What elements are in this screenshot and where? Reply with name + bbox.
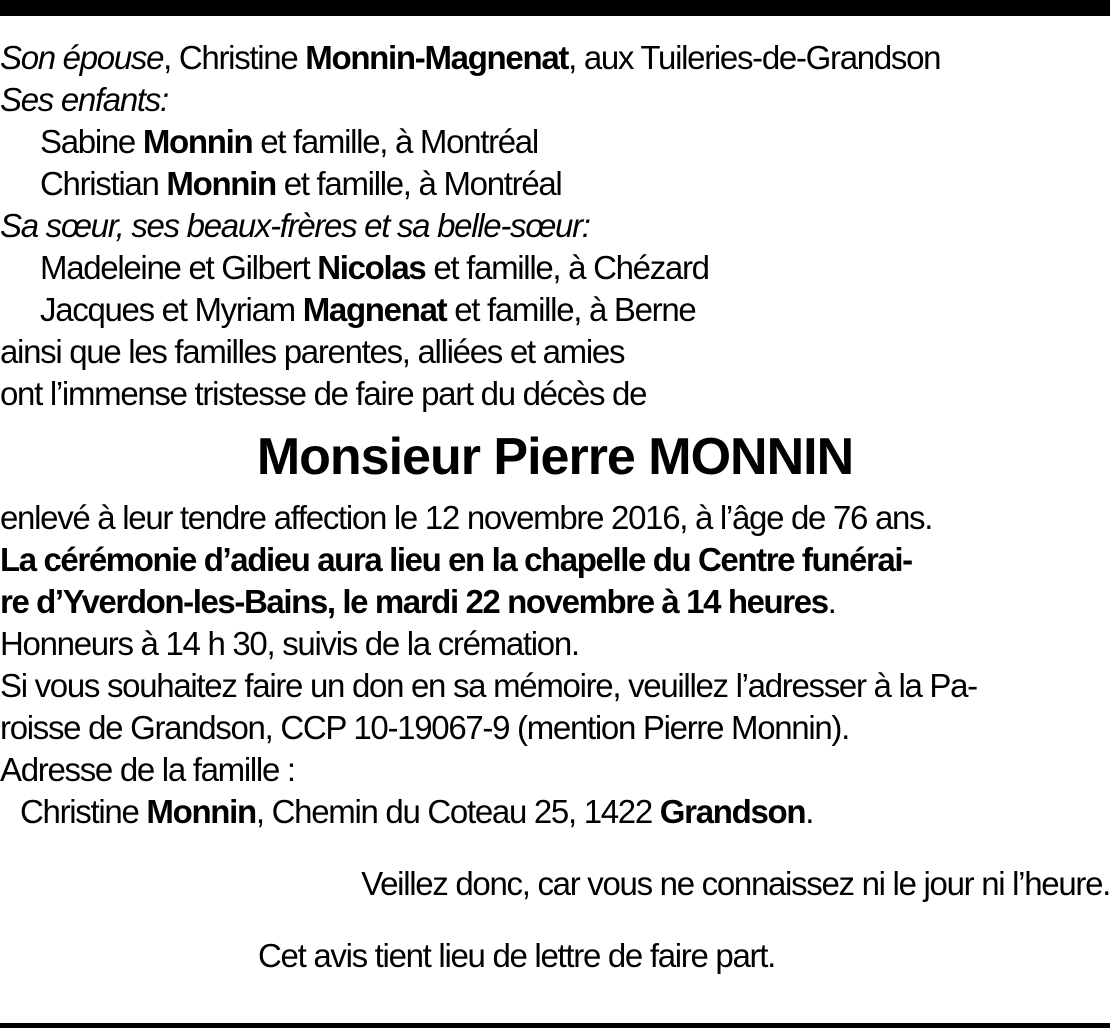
sibling-line bbox=[0, 289, 1110, 331]
taken-line: enlevé à leur tendre affection le 12 novembre 2016, à l’âge de 76 ans. bbox=[0, 499, 933, 536]
ceremony-line-2: re d’Yverdon-les-Bains, le mardi 22 novembre à 14 heures bbox=[0, 583, 828, 620]
closing-line: Cet avis tient lieu de lettre de faire part. bbox=[258, 937, 775, 974]
siblings-label: Sa sœur, ses beaux-frères et sa belle-sœur: bbox=[0, 207, 590, 244]
child-last: Monnin bbox=[142, 123, 253, 160]
sibling-last: Magnenat bbox=[302, 291, 447, 328]
deceased-name: Monsieur Pierre MONNIN bbox=[256, 428, 854, 486]
spouse-label: Son épouse bbox=[0, 39, 164, 76]
spouse-pre: , Christine bbox=[163, 39, 306, 76]
address-last: Monnin bbox=[146, 793, 256, 830]
children-label: Ses enfants: bbox=[0, 81, 168, 118]
child-line bbox=[0, 163, 1110, 205]
sibling-last: Nicolas bbox=[317, 249, 426, 286]
bottom-rule bbox=[0, 1023, 1110, 1028]
address-end: . bbox=[805, 793, 814, 830]
honours-line: Honneurs à 14 h 30, suivis de la crémation. bbox=[0, 625, 579, 662]
address-first: Christine bbox=[20, 793, 147, 830]
address-line bbox=[0, 791, 1110, 833]
sibling-first: Jacques et Myriam bbox=[40, 291, 303, 328]
address-city: Grandson bbox=[659, 793, 806, 830]
child-last: Monnin bbox=[166, 165, 276, 202]
verse-line: Veillez donc, car vous ne connaissez ni le jour ni l’heure. bbox=[361, 865, 1110, 902]
announce-line: ont l’immense tristesse de faire part du décès de bbox=[0, 375, 647, 412]
ceremony-line-1: La cérémonie d’adieu aura lieu en la chapelle du Centre funérai- bbox=[0, 541, 912, 578]
child-rest: et famille, à Montréal bbox=[275, 165, 562, 202]
address-mid: , Chemin du Coteau 25, 1422 bbox=[255, 793, 660, 830]
donation-line-2: roisse de Grandson, CCP 10-19067-9 (mention Pierre Monnin). bbox=[0, 709, 849, 746]
sibling-rest: et famille, à Berne bbox=[446, 291, 696, 328]
ceremony-line-2-wrap bbox=[0, 581, 1110, 623]
spouse-name: Monnin-Magnenat bbox=[305, 39, 569, 76]
child-line bbox=[0, 121, 1110, 163]
child-first: Christian bbox=[40, 165, 167, 202]
death-notice bbox=[0, 37, 1110, 977]
sibling-line bbox=[0, 247, 1110, 289]
top-rule bbox=[0, 0, 1110, 16]
families-line: ainsi que les familles parentes, alliées et amies bbox=[0, 333, 625, 370]
child-rest: et famille, à Montréal bbox=[252, 123, 538, 160]
child-first: Sabine bbox=[40, 123, 143, 160]
sibling-first: Madeleine et Gilbert bbox=[40, 249, 318, 286]
ceremony-end: . bbox=[827, 583, 836, 620]
sibling-rest: et famille, à Chézard bbox=[425, 249, 709, 286]
address-label: Adresse de la famille : bbox=[0, 751, 295, 788]
spouse-line bbox=[0, 37, 1110, 79]
donation-line-1: Si vous souhaitez faire un don en sa mémoire, veuillez l’adresser à la Pa- bbox=[0, 667, 977, 704]
spouse-post: , aux Tuileries-de-Grandson bbox=[568, 39, 941, 76]
